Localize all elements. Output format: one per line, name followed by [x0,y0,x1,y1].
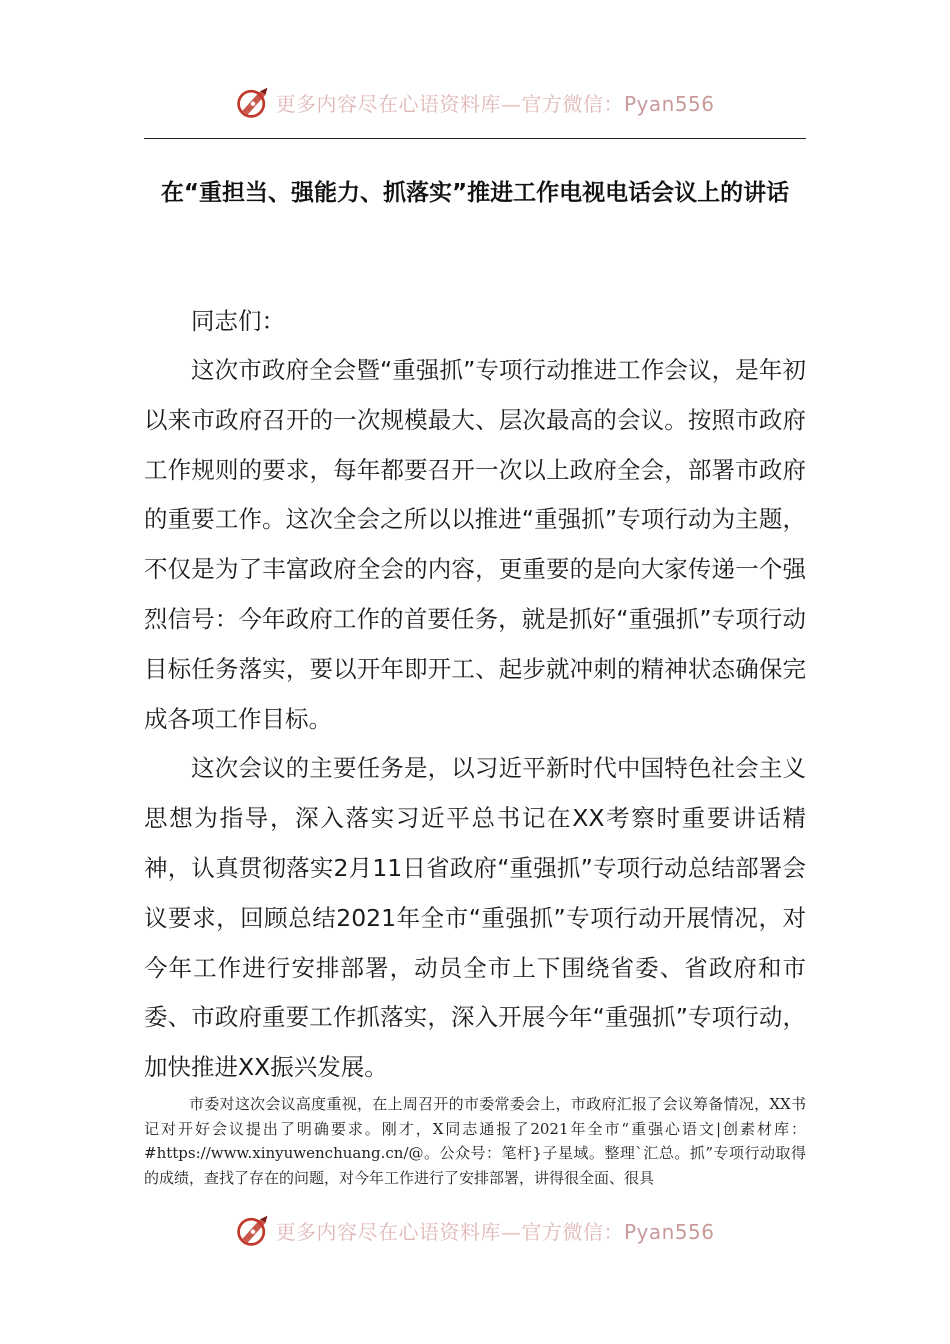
footer-watermark [0,1210,950,1250]
pen-nib-logo-icon [235,1212,271,1248]
document-title: 在“重担当、强能力、抓落实”推进工作电视电话会议上的讲话 [160,180,790,206]
body-paragraph-1: 这次市政府全会暨“重强抓”专项行动推进工作会议，是年初以来市政府召开的一次规模最大、层次最高的会议。按照市政府工作规则的要求，每年都要召开一次以上政府全会，部署市政府的重要工作。这次全会之所以以推进“重强抓”专项行动为主题，不仅是为了丰富政府全会的内容，更重要的是向大家传递一个强烈信号：今年政府工作的首要任务，就是抓好“重强抓”专项行动目标任务落实，要以开年即开工、起步就冲刺的精神状态确保完成各项工作目标。 [144,356,806,733]
wechat-id: Pyan556 [623,1219,715,1244]
body-paragraph-small: 市委对这次会议高度重视，在上周召开的市委常委会上，市政府汇报了会议筹备情况，XX书记对开好会议提出了明确要求。刚才，X同志通报了2021年全市“重强心语文|创素材库：#https://www.xinyuwenchuang.cn/@。公众号：笔杆}子星域。整理`汇总。抓”专项行动取得的成绩，查找了存在的问题，对今年工作进行了安排部署，讲得很全面、很具 [144,1095,806,1187]
document-body [144,296,806,1093]
watermark-text: 更多内容尽在心语资料库—官方微信：Pyan556 [275,91,715,116]
wechat-id: Pyan556 [623,91,715,116]
watermark-text: 更多内容尽在心语资料库—官方微信：Pyan556 [275,1219,715,1244]
body-paragraph-2: 这次会议的主要任务是，以习近平新时代中国特色社会主义思想为指导，深入落实习近平总书记在XX考察时重要讲话精神，认真贯彻落实2月11日省政府“重强抓”专项行动总结部署会议要求，回顾总结2021年全市“重强抓”专项行动开展情况，对今年工作进行安排部署，动员全市上下围绕省委、省政府和市委、市政府重要工作抓落实，深入开展今年“重强抓”专项行动，加快推进XX振兴发展。 [144,754,806,1082]
pen-nib-logo-icon [235,84,271,120]
header-watermark [0,82,950,122]
greeting: 同志们： [191,307,285,335]
header-divider [144,138,806,139]
